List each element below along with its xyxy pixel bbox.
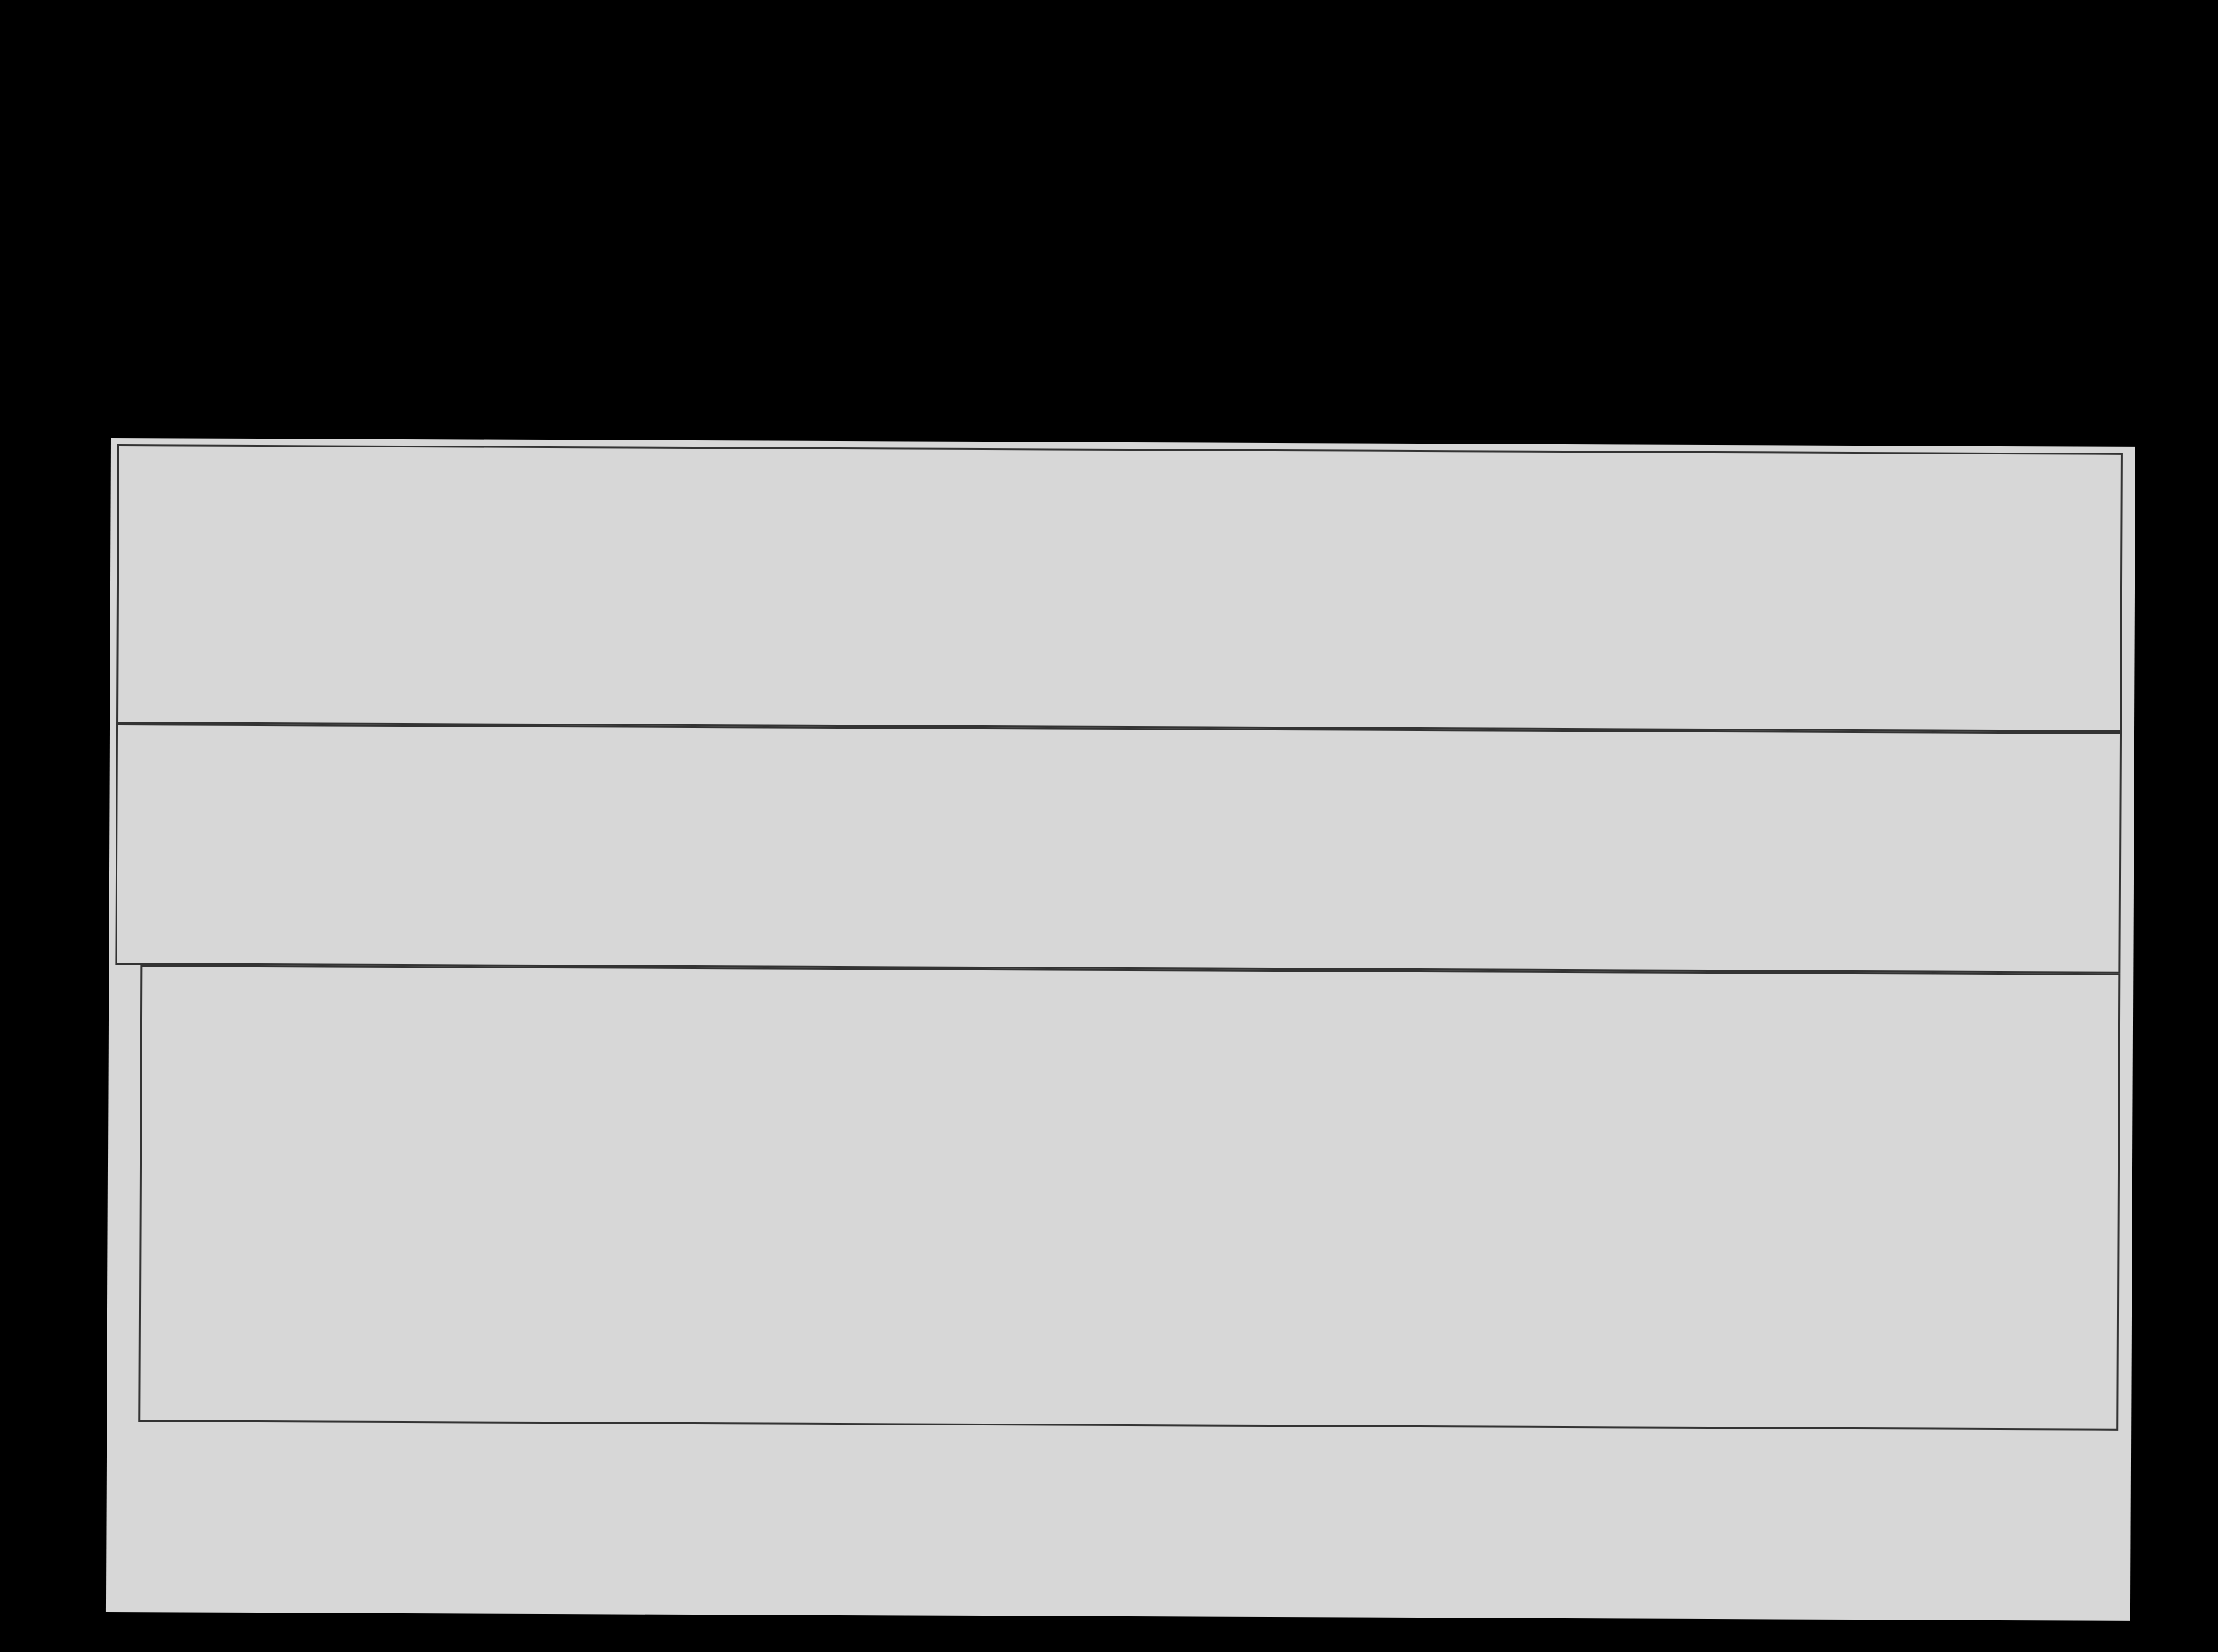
crop-table <box>116 444 2123 732</box>
census-card-page <box>106 438 2135 1621</box>
middle-section <box>115 724 2122 974</box>
lease-table <box>138 965 2120 1431</box>
